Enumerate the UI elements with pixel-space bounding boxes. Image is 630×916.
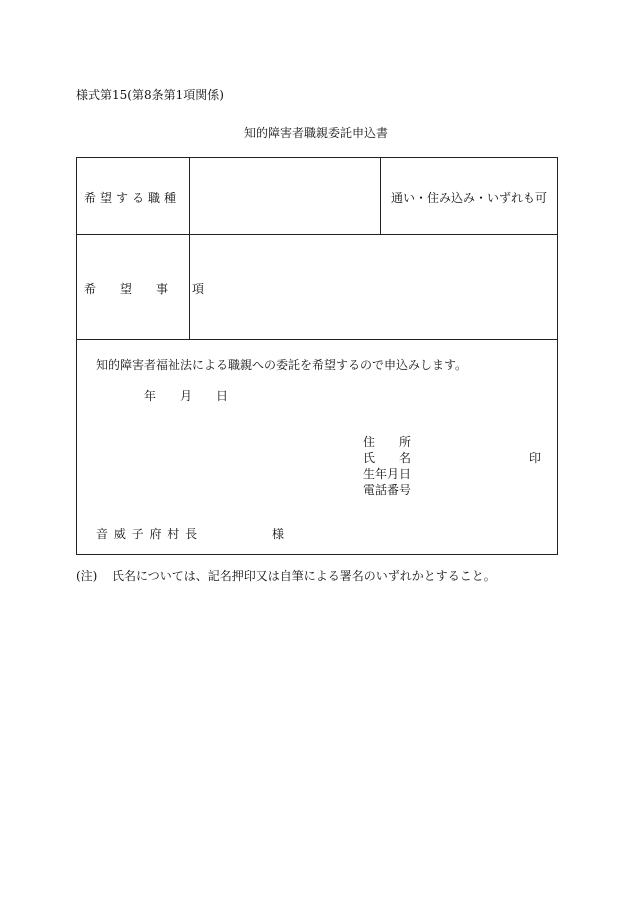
commute-column-divider [380, 158, 381, 234]
row-divider-2 [77, 339, 557, 340]
date-day: 日 [216, 389, 229, 403]
addressee: 音 威 子 府 村 長 [96, 527, 198, 541]
wishes-label: 希望事項 [84, 282, 229, 296]
form-number: 様式第15(第8条第1項関係) [76, 88, 224, 102]
seal-label: 印 [529, 451, 542, 465]
footnote-text: 氏名については、記名押印又は自筆による署名のいずれかとすること。 [112, 569, 496, 583]
birthdate-label: 生年月日 [363, 467, 412, 481]
row-divider-1 [77, 234, 557, 235]
date-year: 年 [144, 389, 157, 403]
phone-label: 電話番号 [363, 483, 412, 497]
form-title: 知的障害者職親委託申込書 [244, 126, 389, 140]
commute-options[interactable]: 通い・住み込み・いずれも可 [391, 191, 548, 205]
date-month: 月 [180, 389, 193, 403]
footnote-marker: (注) [76, 569, 98, 583]
occupation-label: 希望する職種 [84, 191, 181, 205]
address-label: 住 所 [363, 435, 412, 449]
name-label: 氏 名 [363, 451, 412, 465]
application-statement: 知的障害者福祉法による職親への委託を希望するので申込みします。 [96, 358, 468, 372]
label-column-divider [189, 158, 190, 339]
honorific: 様 [272, 527, 285, 541]
application-form-table [76, 157, 558, 555]
